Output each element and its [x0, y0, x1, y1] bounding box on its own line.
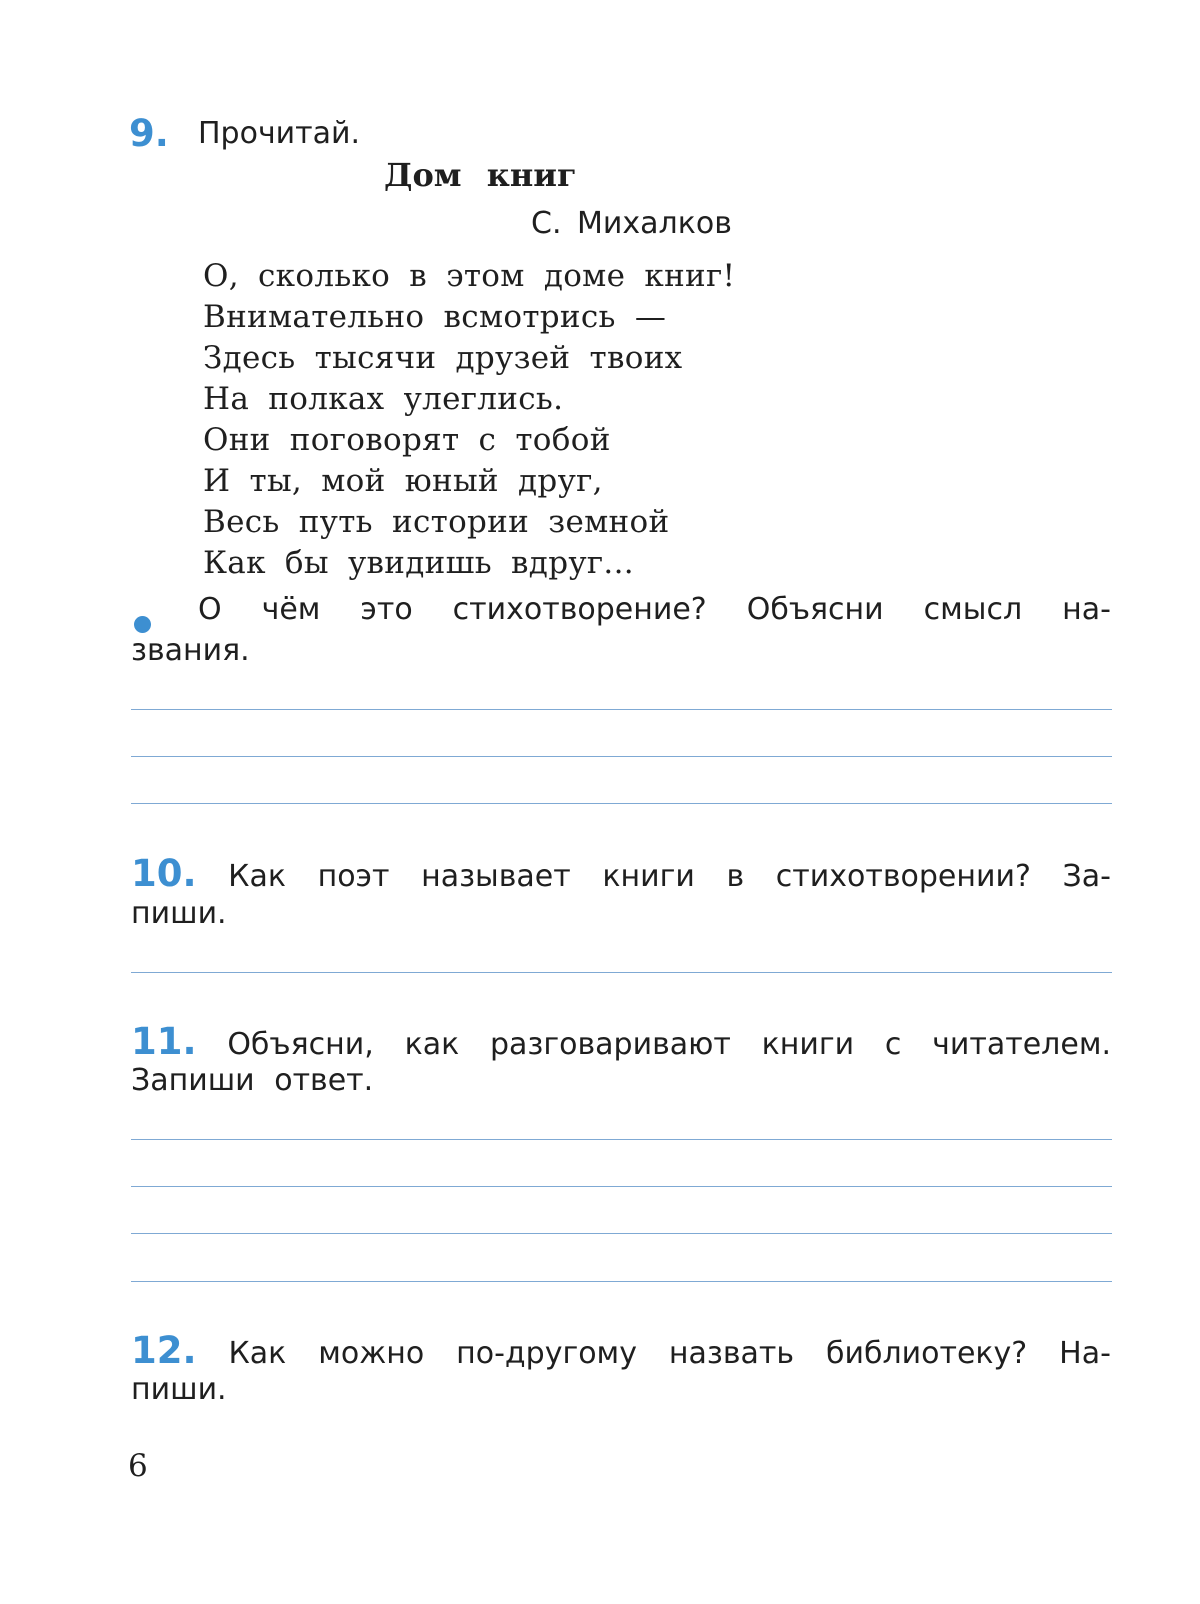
answer-line[interactable]: [131, 756, 1112, 757]
word: Как: [228, 859, 286, 894]
task-11-line-1: [131, 1020, 1111, 1063]
poem-line: На полках улеглись.: [203, 381, 564, 417]
poem-title: Дом книг: [384, 156, 577, 194]
word: с: [884, 1027, 902, 1062]
answer-line[interactable]: [131, 803, 1112, 804]
word: стихотворение?: [452, 592, 707, 627]
task-9-number: 9.: [129, 112, 169, 155]
poem-line: Весь путь истории земной: [203, 504, 670, 540]
task-12-number: 12.: [131, 1329, 197, 1372]
word: разговаривают: [489, 1027, 731, 1062]
poem-line: Они поговорят с тобой: [203, 422, 611, 458]
word: О: [198, 592, 222, 627]
word: книги: [761, 1027, 855, 1062]
word: За-: [1062, 859, 1111, 894]
poem-text: [203, 256, 735, 584]
task-9-instruction: Прочитай.: [198, 116, 361, 151]
word: читателем.: [932, 1027, 1111, 1062]
word: поэт: [317, 859, 390, 894]
task-10-line-1: [131, 852, 1111, 895]
word: по-другому: [456, 1336, 637, 1371]
answer-line[interactable]: [131, 1186, 1112, 1187]
answer-line[interactable]: [131, 1233, 1112, 1234]
task-12-line-2: пиши.: [131, 1372, 227, 1407]
word: Объясни: [746, 592, 884, 627]
word: чём: [261, 592, 321, 627]
poem-line: О, сколько в этом доме книг!: [203, 258, 736, 294]
answer-line[interactable]: [131, 1139, 1112, 1140]
word: Объясни,: [227, 1027, 374, 1062]
task-9-question-line-1: [198, 592, 1111, 627]
word: книги: [602, 859, 695, 894]
task-11-line-2: Запиши ответ.: [131, 1063, 374, 1098]
answer-line[interactable]: [131, 709, 1112, 710]
task-9-question-line-2: звания.: [131, 633, 250, 668]
bullet-icon: [134, 616, 151, 633]
task-12-line-1: [131, 1329, 1111, 1372]
word: Как: [228, 1336, 287, 1371]
word: в: [726, 859, 745, 894]
word: На-: [1059, 1336, 1111, 1371]
word: смысл: [923, 592, 1023, 627]
word: как: [404, 1027, 460, 1062]
word: стихотворении?: [775, 859, 1031, 894]
answer-line[interactable]: [131, 1281, 1112, 1282]
task-11-number: 11.: [131, 1020, 197, 1063]
poem-line: Внимательно всмотрись —: [203, 299, 667, 335]
word: можно: [318, 1336, 425, 1371]
poem-line: И ты, мой юный друг,: [203, 463, 603, 499]
poem-author: С. Михалков: [531, 206, 732, 241]
poem-line: Как бы увидишь вдруг...: [203, 545, 634, 581]
poem-line: Здесь тысячи друзей твоих: [203, 340, 683, 376]
word: библиотеку?: [825, 1336, 1028, 1371]
word: на-: [1062, 592, 1111, 627]
word: это: [360, 592, 413, 627]
answer-line[interactable]: [131, 972, 1112, 973]
task-10-number: 10.: [131, 852, 197, 895]
task-10-line-2: пиши.: [131, 896, 227, 931]
page-number: 6: [128, 1448, 148, 1484]
word: называет: [421, 859, 571, 894]
word: назвать: [668, 1336, 795, 1371]
